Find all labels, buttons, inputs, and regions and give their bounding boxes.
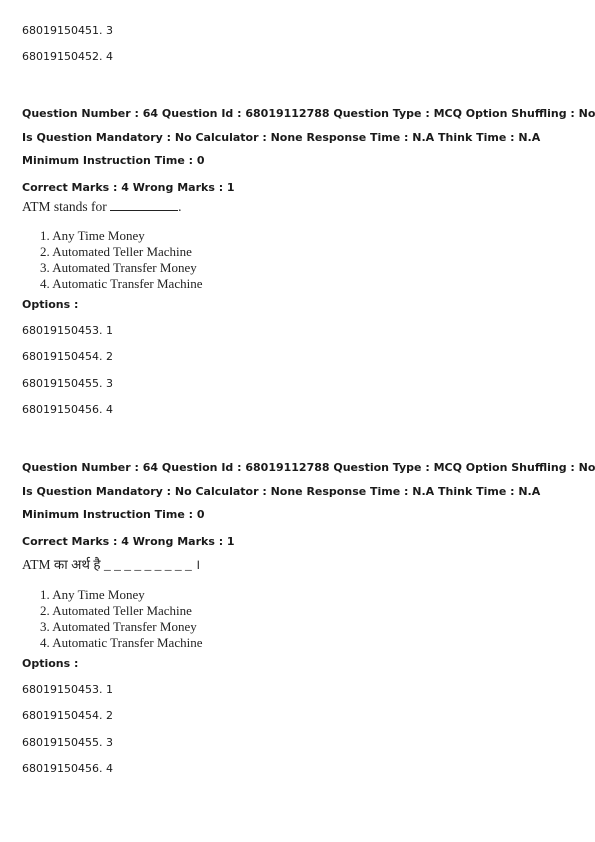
question-stem-text: ATM stands for [22, 199, 111, 214]
marks-line: Correct Marks : 4 Wrong Marks : 1 [22, 535, 235, 548]
choice-item: 3. Automated Transfer Money [40, 260, 197, 275]
choice-item: 4. Automatic Transfer Machine [40, 635, 203, 650]
choice-item: 4. Automatic Transfer Machine [40, 276, 203, 291]
question-stem [22, 199, 182, 215]
question-header: Question Number : 64 Question Id : 68019112788 Question Type : MCQ Option Shuffling : No [22, 107, 595, 120]
options-label: Options : [22, 657, 79, 670]
option-item: 68019150456. 4 [22, 403, 113, 416]
marks-line: Correct Marks : 4 Wrong Marks : 1 [22, 181, 235, 194]
question-meta: Is Question Mandatory : No Calculator : None Response Time : N.A Think Time : N.A [22, 485, 541, 498]
choice-item: 1. Any Time Money [40, 228, 145, 243]
min-instruction-time: Minimum Instruction Time : 0 [22, 154, 205, 167]
answer-choices [40, 587, 202, 651]
options-label: Options : [22, 298, 79, 311]
answer-choices [40, 228, 202, 292]
answer-blank [110, 199, 178, 211]
question-header: Question Number : 64 Question Id : 68019112788 Question Type : MCQ Option Shuffling : No [22, 461, 595, 474]
question-stem-end: . [178, 199, 182, 214]
option-item: 68019150455. 3 [22, 377, 113, 390]
min-instruction-time: Minimum Instruction Time : 0 [22, 508, 205, 521]
option-item: 68019150454. 2 [22, 350, 113, 363]
choice-item: 2. Automated Teller Machine [40, 603, 192, 618]
option-item: 68019150453. 1 [22, 324, 113, 337]
choice-item: 3. Automated Transfer Money [40, 619, 197, 634]
question-stem: ATM का अर्थ है _ _ _ _ _ _ _ _ _ । [22, 557, 201, 572]
option-item: 68019150452. 4 [22, 50, 113, 63]
option-item: 68019150451. 3 [22, 24, 113, 37]
choice-item: 2. Automated Teller Machine [40, 244, 192, 259]
question-meta: Is Question Mandatory : No Calculator : None Response Time : N.A Think Time : N.A [22, 131, 541, 144]
option-item: 68019150456. 4 [22, 762, 113, 775]
option-item: 68019150455. 3 [22, 736, 113, 749]
option-item: 68019150454. 2 [22, 709, 113, 722]
option-item: 68019150453. 1 [22, 683, 113, 696]
choice-item: 1. Any Time Money [40, 587, 145, 602]
